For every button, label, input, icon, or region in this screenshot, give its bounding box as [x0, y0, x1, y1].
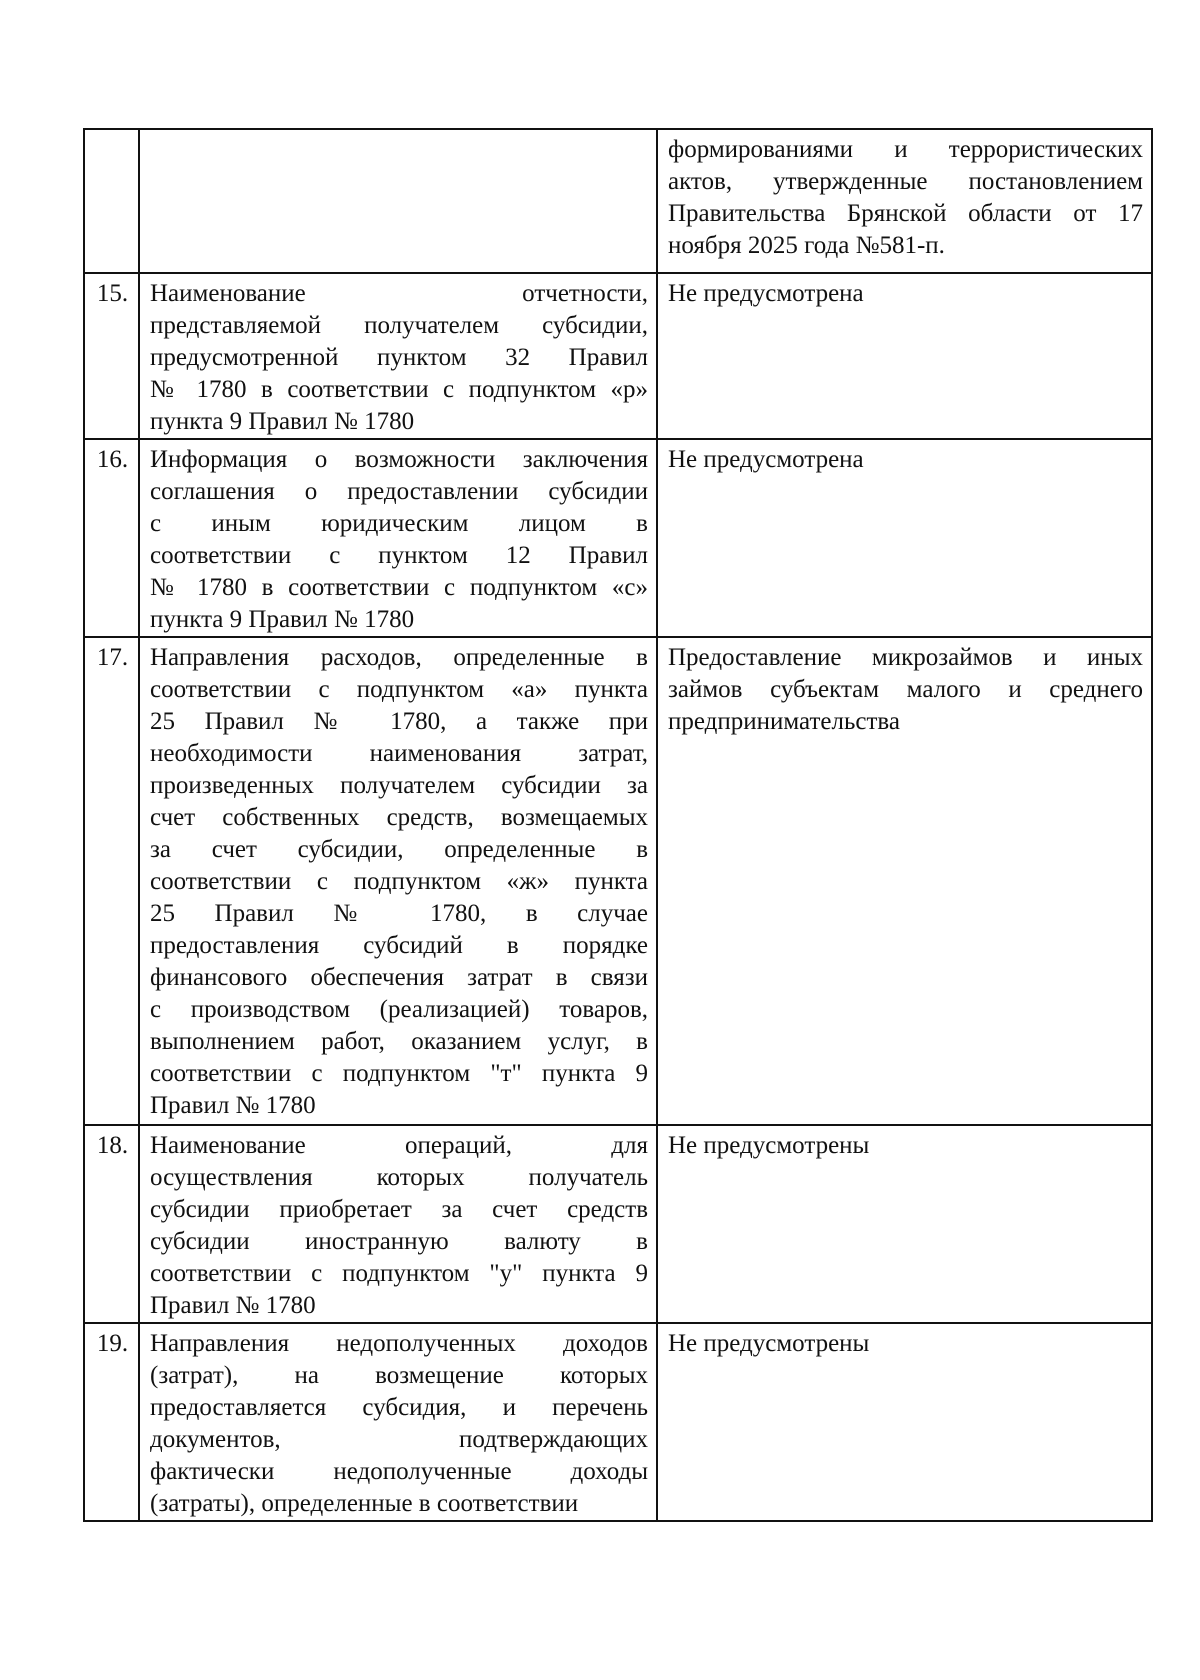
- row-number: 17.: [84, 637, 139, 1125]
- parameter-name-line: соглашения о предоставлении субсидии: [150, 478, 648, 505]
- parameter-name-line: 25 Правил № 1780, в случае: [150, 900, 648, 927]
- parameter-name-line: выполнением работ, оказанием услуг, в: [150, 1028, 648, 1055]
- parameter-name-line: соответствии с пунктом 12 Правил: [150, 542, 648, 569]
- row-parameter-value: [657, 273, 1152, 439]
- parameter-name-line: финансового обеспечения затрат в связи: [150, 964, 648, 991]
- parameter-value-line: предпринимательства: [668, 708, 900, 735]
- row-number: 18.: [84, 1125, 139, 1323]
- parameter-value-line: Предоставление микрозаймов и иных: [668, 644, 1143, 671]
- row-parameter-value: [657, 129, 1152, 273]
- parameter-name-line: Направления недополученных доходов: [150, 1330, 648, 1357]
- parameter-name-line: произведенных получателем субсидии за: [150, 772, 648, 799]
- table-row: [84, 439, 1152, 637]
- parameter-name-line: документов, подтверждающих: [150, 1426, 648, 1453]
- row-parameter-name: [139, 439, 657, 637]
- parameter-name-line: необходимости наименования затрат,: [150, 740, 648, 767]
- parameter-value-line: Не предусмотрены: [668, 1132, 870, 1159]
- row-parameter-value: [657, 1125, 1152, 1323]
- row-number: 15.: [84, 273, 139, 439]
- parameter-name-line: предоставляется субсидия, и перечень: [150, 1394, 648, 1421]
- parameter-name-line: осуществления которых получатель: [150, 1164, 648, 1191]
- parameter-name-line: соответствии с подпунктом «а» пункта: [150, 676, 648, 703]
- parameter-name-line: Информация о возможности заключения: [150, 446, 648, 473]
- parameter-name-line: Наименование операций, для: [150, 1132, 648, 1159]
- table-row: [84, 1323, 1152, 1521]
- parameter-name-line: фактически недополученные доходы: [150, 1458, 648, 1485]
- parameter-name-line: № 1780 в соответствии с подпунктом «с»: [150, 574, 648, 601]
- parameter-name-line: за счет субсидии, определенные в: [150, 836, 648, 863]
- parameter-name-line: предоставления субсидий в порядке: [150, 932, 648, 959]
- parameter-name-line: с производством (реализацией) товаров,: [150, 996, 648, 1023]
- parameter-value-line: Правительства Брянской области от 17: [668, 200, 1143, 227]
- row-parameter-name: [139, 129, 657, 273]
- parameter-name-line: пункта 9 Правил № 1780: [150, 606, 415, 633]
- parameter-value-line: ноября 2025 года №581-п.: [668, 232, 945, 259]
- row-parameter-name: [139, 273, 657, 439]
- parameter-name-line: субсидии иностранную валюту в: [150, 1228, 648, 1255]
- row-parameter-value: [657, 1323, 1152, 1521]
- parameter-name-line: Направления расходов, определенные в: [150, 644, 648, 671]
- parameter-name-line: Наименование отчетности,: [150, 280, 648, 307]
- row-parameter-value: [657, 439, 1152, 637]
- row-number: [84, 129, 139, 273]
- parameter-name-line: соответствии с подпунктом «ж» пункта: [150, 868, 648, 895]
- parameter-name-line: соответствии с подпунктом "у" пункта 9: [150, 1260, 648, 1287]
- row-parameter-name: [139, 637, 657, 1125]
- parameter-value-line: Не предусмотрена: [668, 280, 864, 307]
- table-row: [84, 129, 1152, 273]
- parameter-name-line: с иным юридическим лицом в: [150, 510, 648, 537]
- table-row: [84, 1125, 1152, 1323]
- row-parameter-value: [657, 637, 1152, 1125]
- parameter-name-line: (затраты), определенные в соответствии: [150, 1490, 579, 1517]
- parameter-name-line: (затрат), на возмещение которых: [150, 1362, 648, 1389]
- parameter-name-line: пункта 9 Правил № 1780: [150, 408, 415, 435]
- parameter-name-line: предусмотренной пунктом 32 Правил: [150, 344, 648, 371]
- row-parameter-name: [139, 1125, 657, 1323]
- requirements-table: [83, 128, 1153, 1522]
- table-row: [84, 273, 1152, 439]
- parameter-value-line: актов, утвержденные постановлением: [668, 168, 1143, 195]
- parameter-name-line: № 1780 в соответствии с подпунктом «р»: [150, 376, 648, 403]
- parameter-value-line: формированиями и террористических: [668, 136, 1143, 163]
- parameter-name-line: представляемой получателем субсидии,: [150, 312, 648, 339]
- parameter-name-line: Правил № 1780: [150, 1292, 316, 1319]
- row-number: 16.: [84, 439, 139, 637]
- row-number: 19.: [84, 1323, 139, 1521]
- parameter-name-line: субсидии приобретает за счет средств: [150, 1196, 648, 1223]
- row-parameter-name: [139, 1323, 657, 1521]
- parameter-name-line: счет собственных средств, возмещаемых: [150, 804, 648, 831]
- parameter-value-line: займов субъектам малого и среднего: [668, 676, 1143, 703]
- table-row: [84, 637, 1152, 1125]
- parameter-name-line: соответствии с подпунктом "т" пункта 9: [150, 1060, 648, 1087]
- parameter-name-line: Правил № 1780: [150, 1092, 316, 1119]
- parameter-name-line: 25 Правил № 1780, а также при: [150, 708, 648, 735]
- parameter-value-line: Не предусмотрены: [668, 1330, 870, 1357]
- parameter-value-line: Не предусмотрена: [668, 446, 864, 473]
